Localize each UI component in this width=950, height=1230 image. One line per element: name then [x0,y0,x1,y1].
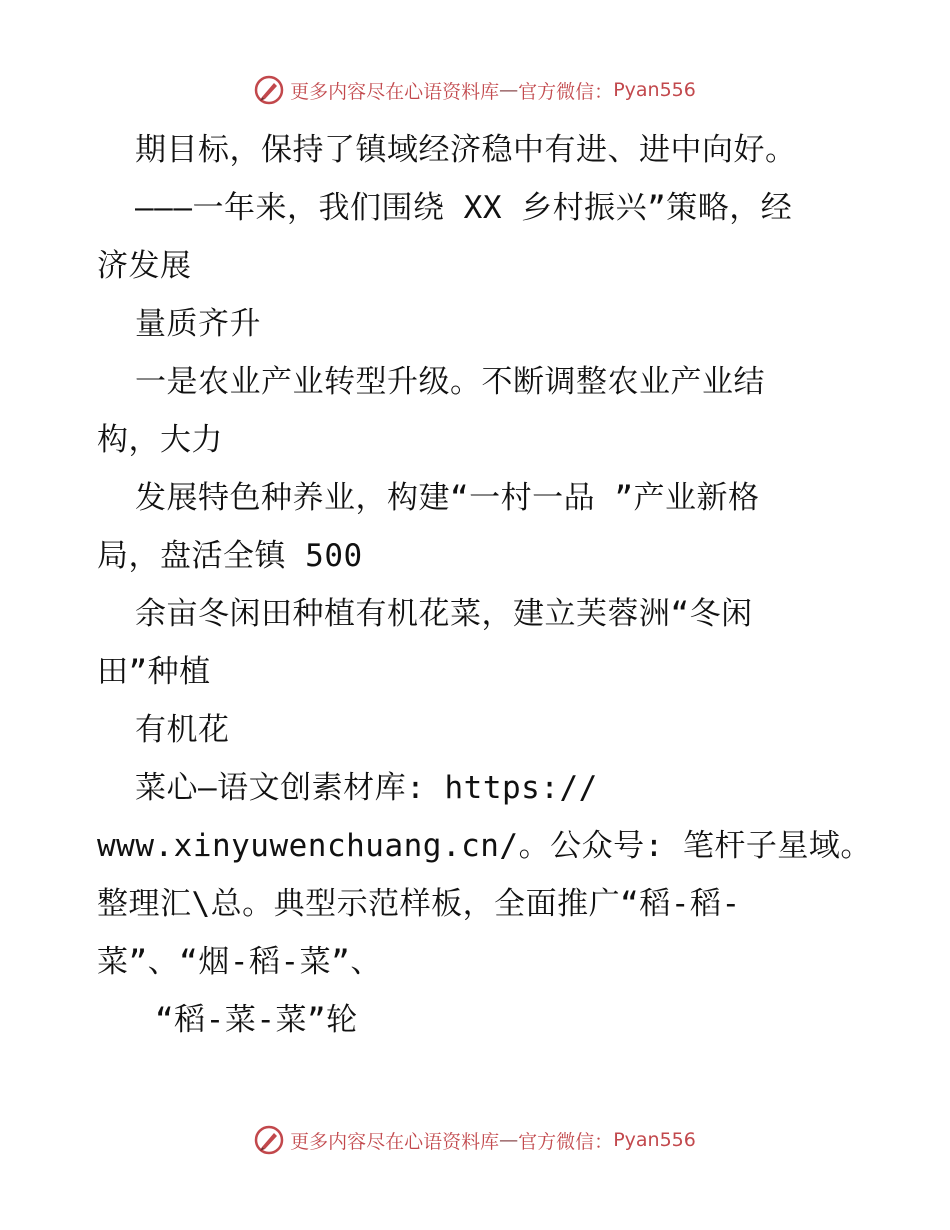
body-line-12: 菜心—语文创素材库: https:// [135,770,598,806]
body-line-2: ———一年来，我们围绕 XX 乡村振兴”策略，经 [135,190,793,226]
body-line-7: 发展特色种养业，构建“一村一品 ”产业新格 [135,480,760,516]
body-line-11: 有机花 [135,712,230,748]
banner-text-main: 更多内容尽在心语资料库 [290,1130,500,1153]
body-line-13: www.xinyuwenchuang.cn/。公众号: 笔杆子星域。 [97,828,872,864]
banner-text-official: 官方微信： [518,1130,614,1153]
document-body [97,121,872,1049]
body-line-3: 济发展 [97,248,192,284]
banner-text-official: 官方微信： [518,80,614,103]
body-line-4: 量质齐升 [135,306,261,342]
pen-logo-icon [254,1125,284,1155]
banner-separator: — [499,1129,519,1151]
body-line-16: “稻-菜-菜”轮 [155,1002,358,1038]
banner-text-main: 更多内容尽在心语资料库 [290,80,500,103]
body-line-15: 菜”、“烟-稻-菜”、 [97,944,382,980]
banner-wechat-id: Pyan556 [613,79,696,101]
banner-wechat-id: Pyan556 [613,1129,696,1151]
body-line-8: 局，盘活全镇 500 [97,538,363,574]
header-banner [0,70,950,110]
body-line-1: 期目标，保持了镇域经济稳中有进、进中向好。 [135,132,797,168]
body-line-5: 一是农业产业转型升级。不断调整农业产业结 [135,364,765,400]
footer-banner [0,1120,950,1160]
body-line-9: 余亩冬闲田种植有机花菜，建立芙蓉洲“冬闲 [135,596,753,632]
pen-logo-icon [254,75,284,105]
body-line-14: 整理汇\总。典型示范样板，全面推广“稻-稻- [97,886,741,922]
banner-separator: — [499,79,519,101]
body-line-10: 田”种植 [97,654,211,690]
body-line-6: 构，大力 [97,422,223,458]
